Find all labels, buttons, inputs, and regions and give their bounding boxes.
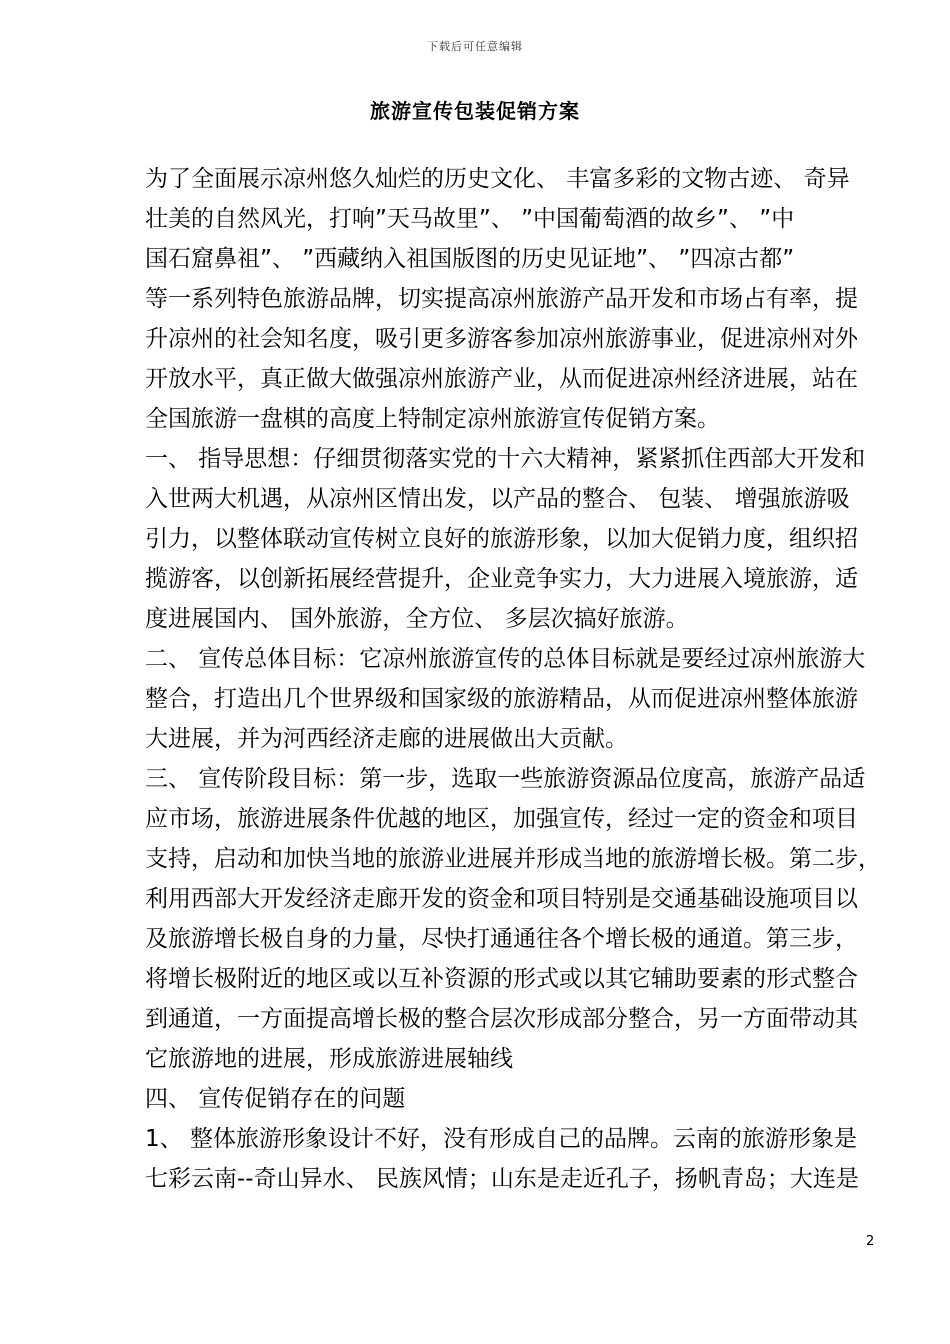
text-line: 升凉州的社会知名度，吸引更多游客参加凉州旅游事业，促进凉州对外	[145, 326, 858, 352]
text-line: 国石窟鼻祖”、 ”西藏纳入祖国版图的历史见证地”、 ”四凉古都”	[145, 246, 795, 272]
text-line: 它旅游地的进展，形成旅游进展轴线	[145, 1046, 513, 1072]
section-heading-guiding-ideology: 一、 指导思想：仔细贯彻落实党的十六大精神，紧紧抓住西部大开发和	[145, 446, 866, 472]
list-item-text: 1、 整体旅游形象设计不好，没有形成自己的品牌。云南的旅游形象是	[145, 1126, 857, 1152]
document-title: 旅游宣传包装促销方案	[370, 99, 580, 123]
section-heading-overall-goal: 二、 宣传总体目标：它凉州旅游宣传的总体目标就是要经过凉州旅游大	[145, 646, 866, 672]
page-number: 2	[866, 1234, 875, 1249]
section-heading-stage-goals: 三、 宣传阶段目标：第一步，选取一些旅游资源品位度高，旅游产品适	[145, 766, 866, 792]
text-line: 度进展国内、 国外旅游，全方位、 多层次搞好旅游。	[145, 606, 689, 632]
text-line: 整合，打造出几个世界级和国家级的旅游精品，从而促进凉州整体旅游	[145, 686, 858, 712]
text-line: 大进展，并为河西经济走廊的进展做出大贡献。	[145, 726, 628, 752]
text-line: 及旅游增长极自身的力量，尽快打通通往各个增长极的通道。第三步，	[145, 926, 858, 952]
text-line: 引力，以整体联动宣传树立良好的旅游形象，以加大促销力度，组织招	[145, 526, 858, 552]
text-line: 开放水平，真正做大做强凉州旅游产业，从而促进凉州经济进展，站在	[145, 366, 858, 392]
text-line: 壮美的自然风光，打响”天马故里”、 ”中国葡萄酒的故乡”、 ”中	[145, 206, 795, 232]
text-line: 将增长极附近的地区或以互补资源的形式或以其它辅助要素的形式整合	[145, 966, 858, 992]
text-line: 全国旅游一盘棋的高度上特制定凉州旅游宣传促销方案。	[145, 406, 720, 432]
text-line: 支持，启动和加快当地的旅游业进展并形成当地的旅游增长极。第二步，	[145, 846, 881, 872]
text-line: 七彩云南--奇山异水、 民族风情；山东是走近孔子，扬帆青岛；大连是	[145, 1166, 859, 1192]
page-header-note: 下载后可任意编辑	[427, 40, 523, 53]
text-line: 为了全面展示凉州悠久灿烂的历史文化、 丰富多彩的文物古迹、 奇异	[145, 166, 850, 192]
text-line: 到通道，一方面提高增长极的整合层次形成部分整合，另一方面带动其	[145, 1006, 858, 1032]
section-heading-problems: 四、 宣传促销存在的问题	[145, 1086, 406, 1112]
document-body	[145, 159, 885, 1199]
text-line: 利用西部大开发经济走廊开发的资金和项目特别是交通基础设施项目以	[145, 886, 858, 912]
text-line: 揽游客，以创新拓展经营提升，企业竞争实力，大力进展入境旅游，适	[145, 566, 858, 592]
text-line: 应市场，旅游进展条件优越的地区，加强宣传，经过一定的资金和项目	[145, 806, 858, 832]
text-line: 等一系列特色旅游品牌，切实提高凉州旅游产品开发和市场占有率，提	[145, 286, 858, 312]
text-line: 入世两大机遇，从凉州区情出发，以产品的整合、 包装、 增强旅游吸	[145, 486, 850, 512]
